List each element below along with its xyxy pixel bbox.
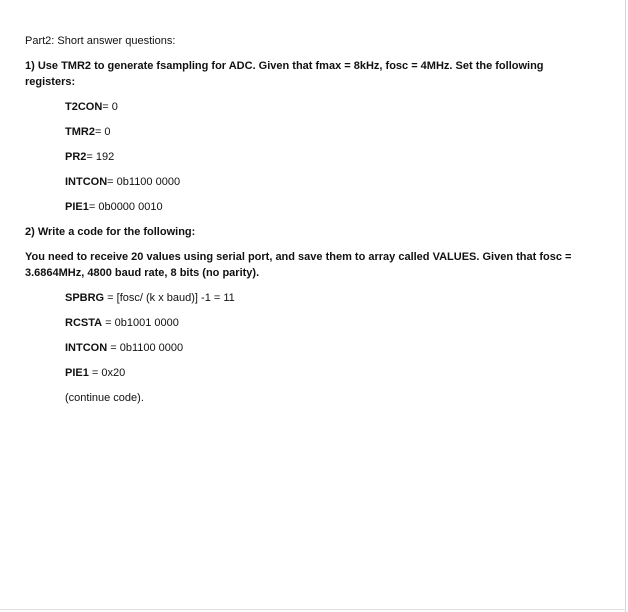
page-edge-bottom xyxy=(0,609,626,610)
answer-pr2 xyxy=(65,149,585,165)
answer-intcon xyxy=(65,340,585,356)
answer-intcon xyxy=(65,174,585,190)
answer-pie1 xyxy=(65,199,585,215)
register-name: INTCON xyxy=(65,342,108,354)
continue-note xyxy=(65,390,585,406)
answer-spbrg xyxy=(65,290,585,306)
continue-note-text: (continue code). xyxy=(65,392,144,404)
register-value: = 0x20 xyxy=(88,367,126,379)
register-value: = 0b1100 0000 xyxy=(107,342,184,354)
document-body xyxy=(25,33,585,415)
register-value: = 0b1001 0000 xyxy=(102,317,179,329)
register-value: = 0b1100 0000 xyxy=(107,176,181,188)
page-edge-right xyxy=(625,0,626,612)
register-value: = 0b0000 0010 xyxy=(88,201,163,213)
question-1-answers xyxy=(25,99,585,215)
register-value: = 0 xyxy=(94,126,111,138)
register-name: PR2 xyxy=(65,151,87,163)
answer-t2con xyxy=(65,99,585,115)
question-2-instruction: You need to receive 20 values using serial port, and save them to array called VALUES. Given that fosc = 3.6864MHz, 4800 baud rate, 8 bits (no parity). xyxy=(25,251,572,279)
register-name: TMR2 xyxy=(65,126,95,138)
answer-tmr2 xyxy=(65,124,585,140)
register-value: = [fosc/ (k x baud)] -1 = 11 xyxy=(104,292,235,304)
register-name: SPBRG xyxy=(65,292,105,304)
answer-pie1 xyxy=(65,365,585,381)
register-name: T2CON xyxy=(65,101,103,113)
register-value: = 0 xyxy=(102,101,118,113)
register-name: PIE1 xyxy=(65,201,89,213)
register-name: INTCON xyxy=(65,176,108,188)
part-heading: Part2: Short answer questions: xyxy=(25,35,176,47)
register-name: RCSTA xyxy=(65,317,103,329)
answer-rcsta xyxy=(65,315,585,331)
question-2-answers xyxy=(25,290,585,406)
question-1-prompt: 1) Use TMR2 to generate fsampling for ADC. Given that fmax = 8kHz, fosc = 4MHz. Set the following registers: xyxy=(25,60,544,88)
question-2-prompt: 2) Write a code for the following: xyxy=(25,226,196,238)
register-name: PIE1 xyxy=(65,367,89,379)
register-value: = 192 xyxy=(86,151,115,163)
